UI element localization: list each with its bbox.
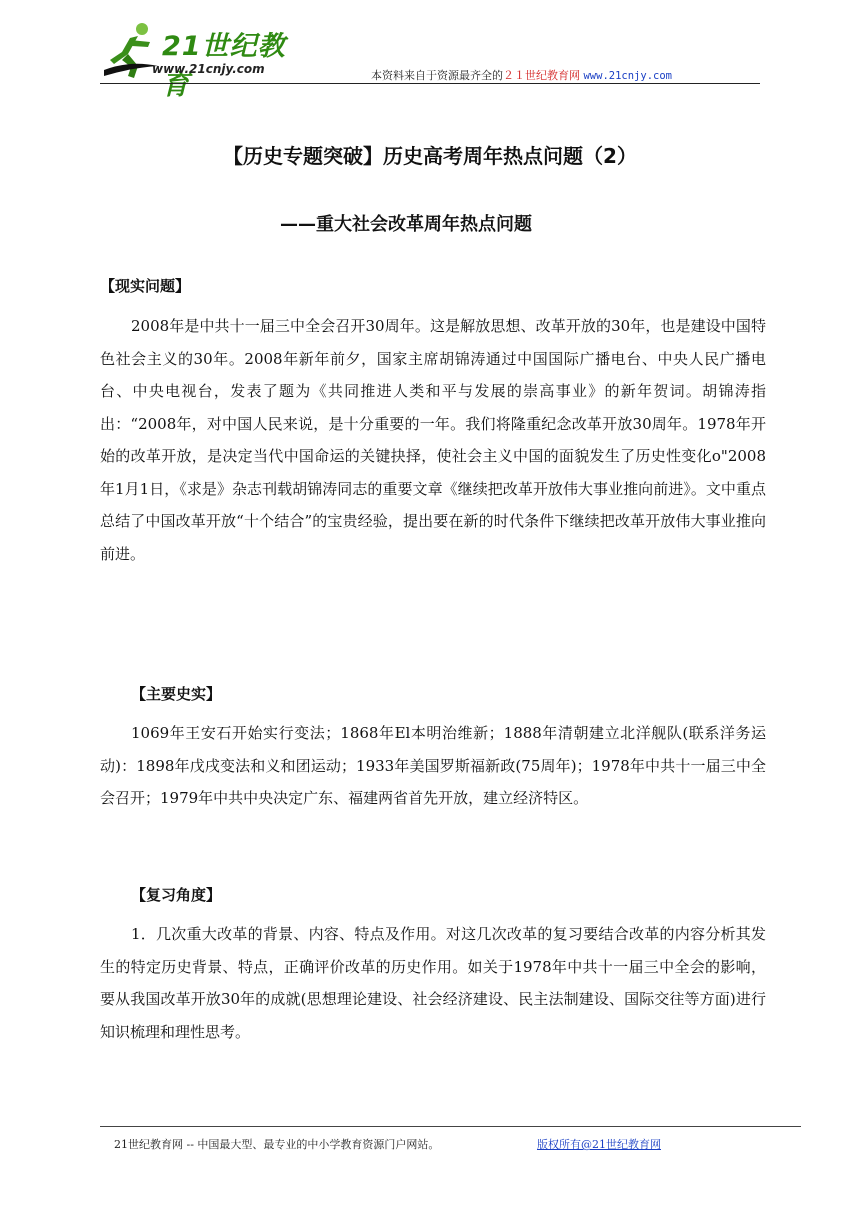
header-source-line — [371, 67, 672, 83]
section-text-reality: 2008年是中共十一届三中全会召开30周年。这是解放思想、改革开放的30年，也是建设中国特色社会主义的30年。2008年新年前夕，国家主席胡锦涛通过中国国际广播电台、中央人民广播电台、中央电视台，发表了题为《共同推进人类和平与发展的崇高事业》的新年贺词。胡锦涛指出：“2008年，对中国人民来说，是十分重要的一年。我们将隆重纪念改革开放30周年。1978年开始的改革开放，是决定当代中国命运的关键抉择，使社会主义中国的面貌发生了历史性变化o"2008年1月1日，《求是》杂志刊载胡锦涛同志的重要文章《继续把改革开放伟大事业推向前进》。文中重点总结了中国改革开放“十个结合”的宝贵经验，提出要在新的时代条件下继续把改革开放伟大事业推向前进。 — [100, 317, 766, 563]
source-site-name[interactable]: ２１世纪教育网 — [502, 69, 580, 82]
document-subtitle: ——重大社会改革周年热点问题 — [280, 214, 532, 235]
source-prefix: 本资料来自于资源最齐全的 — [370, 69, 503, 82]
footer-text: 21世纪教育网 -- 中国最大型、最专业的中小学教育资源门户网站。 — [114, 1138, 440, 1151]
site-logo[interactable] — [100, 20, 310, 101]
footer-divider — [100, 1126, 801, 1127]
copyright-link[interactable]: 版权所有@21世纪教育网 — [537, 1138, 661, 1151]
section-text-review: 1．几次重大改革的背景、内容、特点及作用。对这几次改革的复习要结合改革的内容分析其发生的特定历史背景、特点，正确评价改革的历史作用。如关于1978年中共十一届三中全会的影响，要从我国改革开放30年的成就(思想理论建设、社会经济建设、民主法制建设、国际交往等方面)进行知识梳理和理性思考。 — [100, 925, 766, 1041]
logo-url: www.21cnjy.com — [152, 62, 265, 76]
section-heading-reality: 【现实问题】 — [100, 277, 191, 295]
section-text-facts: 1069年王安石开始实行变法；1868年El本明治维新；1888年清朝建立北洋舰队(联系洋务运动)：1898年戊戌变法和义和团运动；1933年美国罗斯福新政(75周年)；1978年中共十一届三中全会召开；1979年中共中央决定广东、福建两省首先开放，建立经济特区。 — [100, 724, 766, 807]
header-divider — [100, 83, 760, 84]
section-heading-facts: 【主要史实】 — [131, 685, 222, 703]
logo-text: 21世纪教育 — [162, 31, 286, 101]
page-header — [100, 20, 760, 101]
document-title: 【历史专题突破】历史高考周年热点问题（2） — [223, 144, 637, 168]
source-url-link[interactable]: www.21cnjy.com — [583, 70, 672, 82]
section-heading-review: 【复习角度】 — [131, 886, 222, 904]
